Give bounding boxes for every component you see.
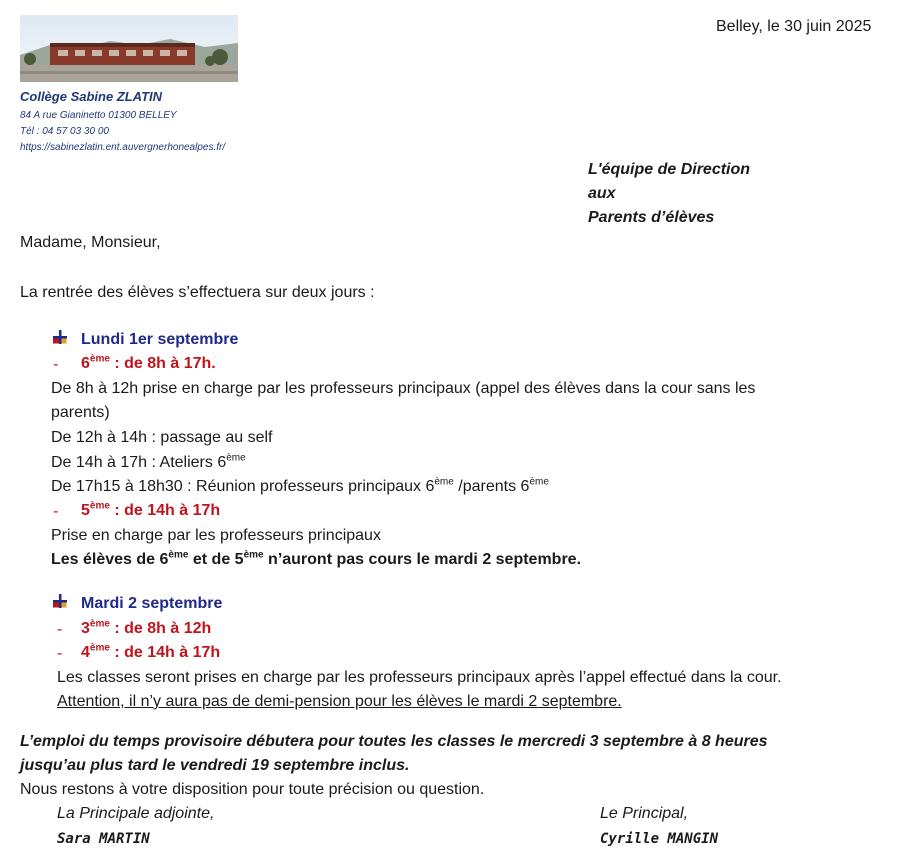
grade-digit: 6 [81,355,90,372]
grade-digit: 3 [81,620,90,637]
grade-sup: ème [529,476,549,488]
day1-note-a: Les élèves de 6 [51,551,169,568]
recipient-line-3: Parents d’élèves [588,209,715,226]
day1-line-4-text-a: De 17h15 à 18h30 : Réunion professeurs principaux 6 [51,478,435,495]
grade-sup: ème [168,549,189,561]
dash-marker: - [53,503,59,520]
day1-note [51,551,581,569]
day1-line-3-text: De 14h à 17h : Ateliers 6 [51,454,227,471]
grade-sup: ème [243,549,264,561]
grade5-hours: : de 14h à 17h [109,502,221,519]
intro-text: La rentrée des élèves s’effectuera sur deux jours : [20,284,375,301]
day1-line-4-text-b: /parents 6 [453,478,530,495]
day1-line-1b: parents) [51,404,110,421]
school-photo [20,15,238,82]
dash-marker: - [53,356,59,373]
school-name: Collège Sabine ZLATIN [20,89,163,104]
recipient-line-2: aux [588,185,616,202]
greeting: Madame, Monsieur, [20,234,161,251]
grade6-hours: : de 8h à 17h. [109,355,216,372]
day1-line-4 [51,478,549,496]
day2-title: Mardi 2 septembre [81,595,223,612]
grade-sup: ème [89,642,110,654]
dash-marker: - [57,645,63,662]
day1-line-2: De 12h à 14h : passage au self [51,429,273,446]
grade3-schedule [81,620,211,638]
school-phone: Tél : 04 57 03 30 00 [20,126,109,137]
grade-sup: ème [434,476,454,488]
grade5-schedule [81,502,220,520]
grade-digit: 5 [81,502,90,519]
grade4-hours: : de 14h à 17h [109,644,221,661]
school-address: 84 A rue Gianinetto 01300 BELLEY [20,110,177,121]
dash-marker: - [57,621,63,638]
grade6-schedule [81,355,216,373]
grade-sup: ème [226,452,246,464]
grade-sup: ème [89,353,110,365]
grade4-schedule [81,644,220,662]
signature-left-role: La Principale adjointe, [57,805,215,822]
day1-line-5: Prise en charge par les professeurs principaux [51,527,381,544]
day1-line-3 [51,454,246,472]
day1-title: Lundi 1er septembre [81,331,239,348]
recipient-line-1: L'équipe de Direction [588,161,751,178]
day1-line-1: De 8h à 12h prise en charge par les professeurs principaux (appel des élèves dans la cour sans les [51,380,756,397]
grade-digit: 4 [81,644,90,661]
signature-left-name: Sara MARTIN [57,831,150,847]
day2-line-2: Attention, il n’y aura pas de demi-pension pour les élèves le mardi 2 septembre. [57,693,622,710]
conclusion-line-1: L’emploi du temps provisoire débutera pour toutes les classes le mercredi 3 septembre à 8 heures [20,733,768,750]
school-website[interactable]: https://sabinezlatin.ent.auvergnerhonealpes.fr/ [20,142,226,153]
bullet-icon [53,594,67,613]
conclusion-line-2: jusqu’au plus tard le vendredi 19 septembre inclus. [20,757,410,774]
conclusion-line-3: Nous restons à votre disposition pour toute précision ou question. [20,781,485,798]
day2-line-1: Les classes seront prises en charge par les professeurs principaux après l’appel effectué dans la cour. [57,669,782,686]
signature-right-name: Cyrille MANGIN [600,831,719,847]
letter-date: Belley, le 30 juin 2025 [716,18,872,35]
grade3-hours: : de 8h à 12h [109,620,212,637]
grade-sup: ème [89,618,110,630]
day1-note-c: n’auront pas cours le mardi 2 septembre. [263,551,582,568]
signature-right-role: Le Principal, [600,805,689,822]
grade-sup: ème [89,500,110,512]
bullet-icon [53,330,67,349]
day1-note-b: et de 5 [188,551,244,568]
